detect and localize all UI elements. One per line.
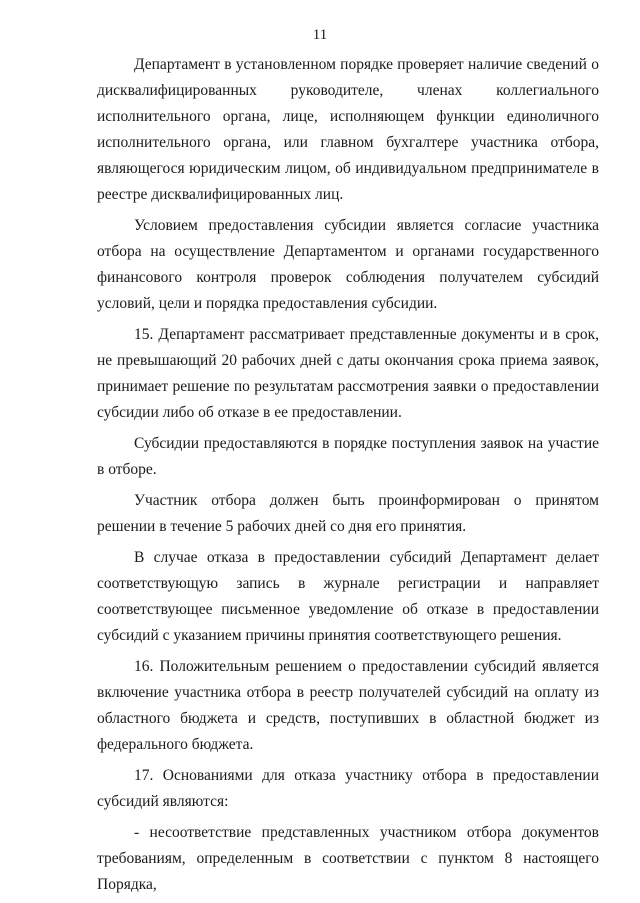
paragraph-item-17-refusal-grounds: 17. Основаниями для отказа участнику отбора в предоставлении субсидий являются:	[97, 767, 599, 810]
paragraph-notification-term: Участник отбора должен быть проинформирован о принятом решении в течение 5 рабочих дней со дня его принятия.	[97, 492, 599, 535]
page-number: 11	[312, 27, 328, 43]
paragraph-item-15-review: 15. Департамент рассматривает представленные документы и в срок, не превышающий 20 рабочих дней с даты окончания срока приема заявок, принимает решение по результатам рассмотрения заявки о предоставлении субсидии либо об отказе в ее предоставлении.	[97, 326, 599, 421]
paragraph-item-16-positive-decision: 16. Положительным решением о предоставлении субсидий является включение участника отбора в реестр получателей субсидий на оплату из областного бюджета и средств, поступивших в областной бюджет из федерального бюджета.	[97, 658, 599, 753]
paragraph-refusal-record: В случае отказа в предоставлении субсидий Департамент делает соответствующую запись в журнале регистрации и направляет соответствующее письменное уведомление об отказе в предоставлении субсидий с указанием причины принятия соответствующего решения.	[97, 549, 599, 644]
list-item-noncompliance: - несоответствие представленных участником отбора документов требованиям, определенным в соответствии с пунктом 8 настоящего Порядка,	[97, 824, 599, 893]
document-body	[97, 52, 599, 903]
paragraph-subsidy-condition-consent: Условием предоставления субсидии является согласие участника отбора на осуществление Департаментом и органами государственного финансового контроля проверок соблюдения получателем субсидий условий, цели и порядка предоставления субсидии.	[97, 217, 599, 312]
paragraph-subsidy-order: Субсидии предоставляются в порядке поступления заявок на участие в отборе.	[97, 435, 599, 478]
paragraph-disqualified-registry-check: Департамент в установленном порядке проверяет наличие сведений о дисквалифицированных руководителе, членах коллегиального исполнительного органа, лице, исполняющем функции единоличного исполнительного органа, или главном бухгалтере участника отбора, являющегося юридическим лицом, об индивидуальном предпринимателе в реестре дисквалифицированных лиц.	[97, 56, 599, 203]
